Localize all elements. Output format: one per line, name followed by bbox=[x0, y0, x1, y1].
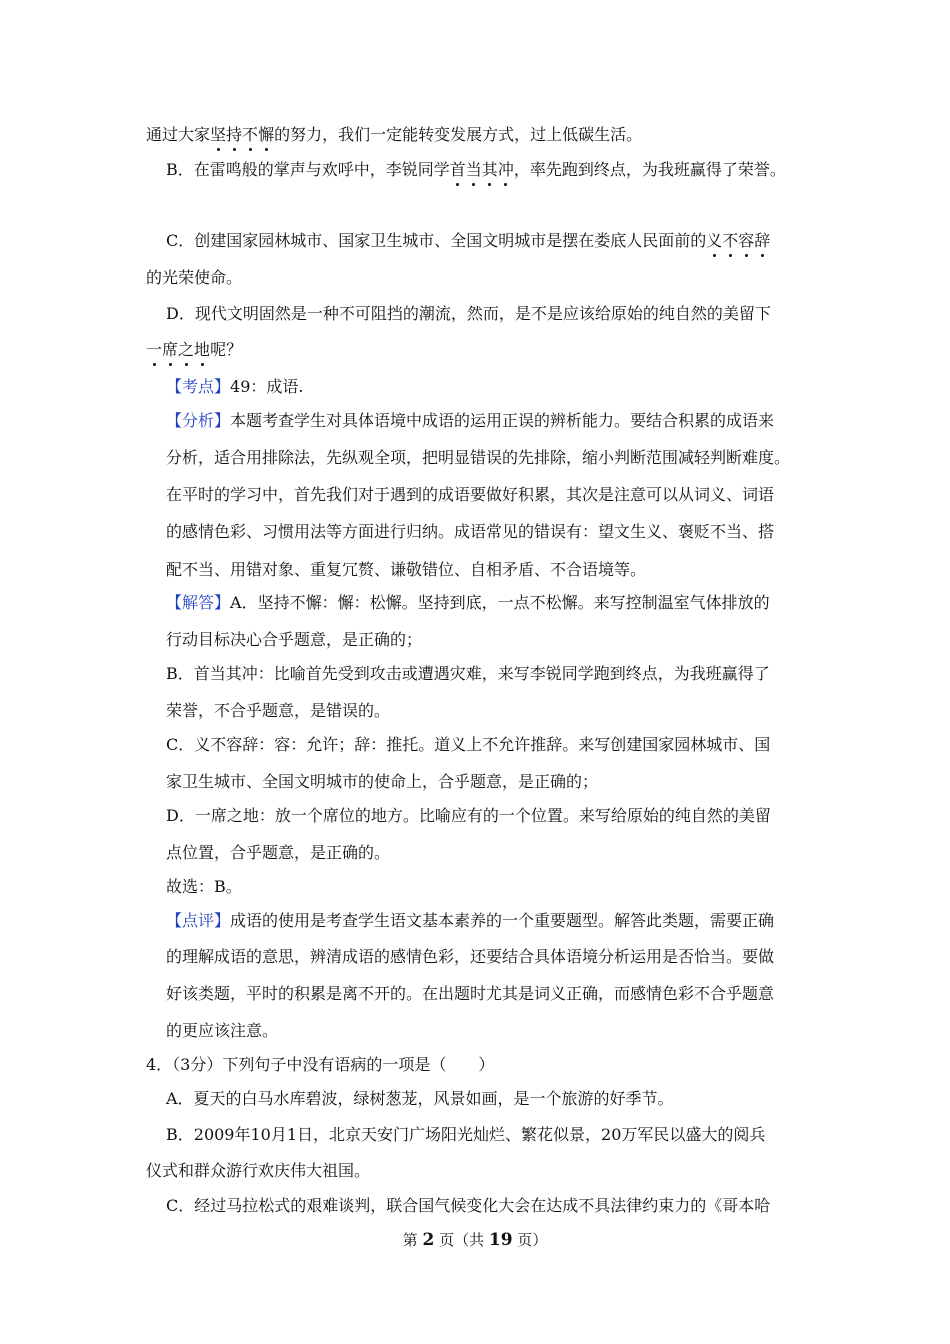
emphasis-dot-char: 当 bbox=[465, 160, 482, 179]
q3-option-b bbox=[166, 159, 786, 181]
dianping-line: 好该类题，平时的积累是离不开的。在出题时尤其是词义正确，而感情色彩不合乎题意 bbox=[166, 984, 775, 1003]
jieda-line bbox=[166, 592, 770, 614]
emphasis-dot-char: 坚 bbox=[210, 125, 227, 144]
jieda-tag: 【解答】 bbox=[166, 593, 231, 612]
kaodian-tag: 【考点】 bbox=[166, 377, 231, 396]
emphasis-dot-char: 冲 bbox=[497, 160, 514, 179]
dianping-line: 的理解成语的意思，辨清成语的感情色彩，还要结合具体语境分析运用是否恰当。要做 bbox=[166, 947, 775, 966]
dotted-idiom bbox=[210, 125, 274, 144]
q4-option-b-continuation: 仪式和群众游行欢庆伟大祖国。 bbox=[146, 1161, 371, 1180]
q4-option-a: A．夏天的白马水库碧波，绿树葱茏，风景如画，是一个旅游的好季节。 bbox=[166, 1089, 674, 1108]
dianping-line: 的更应该注意。 bbox=[166, 1021, 279, 1040]
q3-option-a-continuation bbox=[146, 124, 642, 146]
emphasis-dot-char: 一 bbox=[146, 340, 163, 359]
text: ，率先跑到终点，为我班赢得了荣誉。 bbox=[513, 160, 786, 179]
q3-option-d: D．现代文明固然是一种不可阻挡的潮流，然而，是不是应该给原始的纯自然的美留下 bbox=[166, 304, 771, 323]
fenxi-line: 分析，适合用排除法，先纵观全项，把明显错误的先排除，缩小判断范围减轻判断难度。 bbox=[166, 448, 791, 467]
jieda-line: B．首当其冲：比喻首先受到攻击或遭遇灾难，来写李锐同学跑到终点，为我班赢得了 bbox=[166, 664, 770, 683]
emphasis-dot-char: 首 bbox=[449, 160, 466, 179]
text: 通过大家 bbox=[146, 125, 211, 144]
q4-option-c: C．经过马拉松式的艰难谈判，联合国气候变化大会在达成不具法律约束力的《哥本哈 bbox=[166, 1196, 771, 1215]
fenxi-line: 的感情色彩、习惯用法等方面进行归纳。成语常见的错误有：望文生义、褒贬不当、搭 bbox=[166, 522, 775, 541]
fenxi-line: 配不当、用错对象、重复冗赘、谦敬错位、自相矛盾、不合语境等。 bbox=[166, 560, 647, 579]
jieda-line: C．义不容辞：容：允许；辞：推托。道义上不允许推辞。来写创建国家园林城市、国 bbox=[166, 735, 771, 754]
dianping-line bbox=[166, 910, 774, 932]
emphasis-dot-char: 持 bbox=[226, 125, 243, 144]
dotted-idiom bbox=[706, 231, 770, 250]
dotted-idiom bbox=[450, 160, 514, 179]
fenxi-tag: 【分析】 bbox=[166, 411, 231, 430]
fenxi-text: 本题考查学生对具体语境中成语的运用正误的辨析能力。要结合积累的成语来 bbox=[230, 411, 775, 430]
footer-text: 页（共 bbox=[439, 1231, 485, 1249]
footer-text: 页） bbox=[517, 1231, 548, 1249]
jieda-line: 点位置，合乎题意，是正确的。 bbox=[166, 843, 391, 862]
jieda-line: 家卫生城市、全国文明城市的使命上，合乎题意，是正确的； bbox=[166, 772, 599, 791]
q3-option-c bbox=[166, 230, 770, 252]
emphasis-dot-char: 不 bbox=[722, 231, 739, 250]
emphasis-dot-char: 其 bbox=[481, 160, 498, 179]
jieda-line: 行动目标决心合乎题意，是正确的； bbox=[166, 630, 423, 649]
page-number: 2 bbox=[422, 1230, 435, 1250]
text: C．创建国家园林城市、国家卫生城市、全国文明城市是摆在娄底人民面前的 bbox=[166, 231, 707, 250]
fenxi-line bbox=[166, 410, 774, 432]
emphasis-dot-char: 不 bbox=[242, 125, 259, 144]
dianping-text: 成语的使用是考查学生语文基本素养的一个重要题型。解答此类题，需要正确 bbox=[230, 911, 775, 930]
jieda-line: 故选：B。 bbox=[166, 877, 242, 896]
fenxi-line: 在平时的学习中，首先我们对于遇到的成语要做好积累，其次是注意可以从词义、词语 bbox=[166, 485, 775, 504]
text: B．在雷鸣般的掌声与欢呼中，李锐同学 bbox=[166, 160, 450, 179]
q4-stem: 4．（3分）下列句子中没有语病的一项是（ ） bbox=[146, 1055, 495, 1074]
q4-option-b: B．2009年10月1日，北京天安门广场阳光灿烂、繁花似景，20万军民以盛大的阅兵 bbox=[166, 1125, 766, 1144]
kaodian bbox=[166, 376, 303, 398]
emphasis-dot-char: 懈 bbox=[258, 125, 275, 144]
footer-text: 第 bbox=[402, 1231, 418, 1249]
jieda-line: D．一席之地：放一个席位的地方。比喻应有的一个位置。来写给原始的纯自然的美留 bbox=[166, 806, 771, 825]
q3-option-d-continuation bbox=[146, 339, 242, 361]
emphasis-dot-char: 辞 bbox=[754, 231, 771, 250]
q3-option-c-continuation: 的光荣使命。 bbox=[146, 268, 243, 287]
dotted-idiom bbox=[146, 340, 210, 359]
emphasis-dot-char: 义 bbox=[706, 231, 723, 250]
emphasis-dot-char: 地 bbox=[194, 340, 211, 359]
text: 的努力，我们一定能转变发展方式，过上低碳生活。 bbox=[274, 125, 643, 144]
emphasis-dot-char: 之 bbox=[178, 340, 195, 359]
emphasis-dot-char: 容 bbox=[738, 231, 755, 250]
jieda-line: 荣誉，不合乎题意，是错误的。 bbox=[166, 701, 391, 720]
text: 呢？ bbox=[210, 340, 243, 359]
emphasis-dot-char: 席 bbox=[162, 340, 179, 359]
total-pages: 19 bbox=[488, 1230, 513, 1250]
kaodian-text: 49：成语. bbox=[230, 377, 304, 396]
jieda-text: A．坚持不懈：懈：松懈。坚持到底，一点不松懈。来写控制温室气体排放的 bbox=[230, 593, 770, 612]
page-footer bbox=[0, 1229, 950, 1251]
dianping-tag: 【点评】 bbox=[166, 911, 231, 930]
